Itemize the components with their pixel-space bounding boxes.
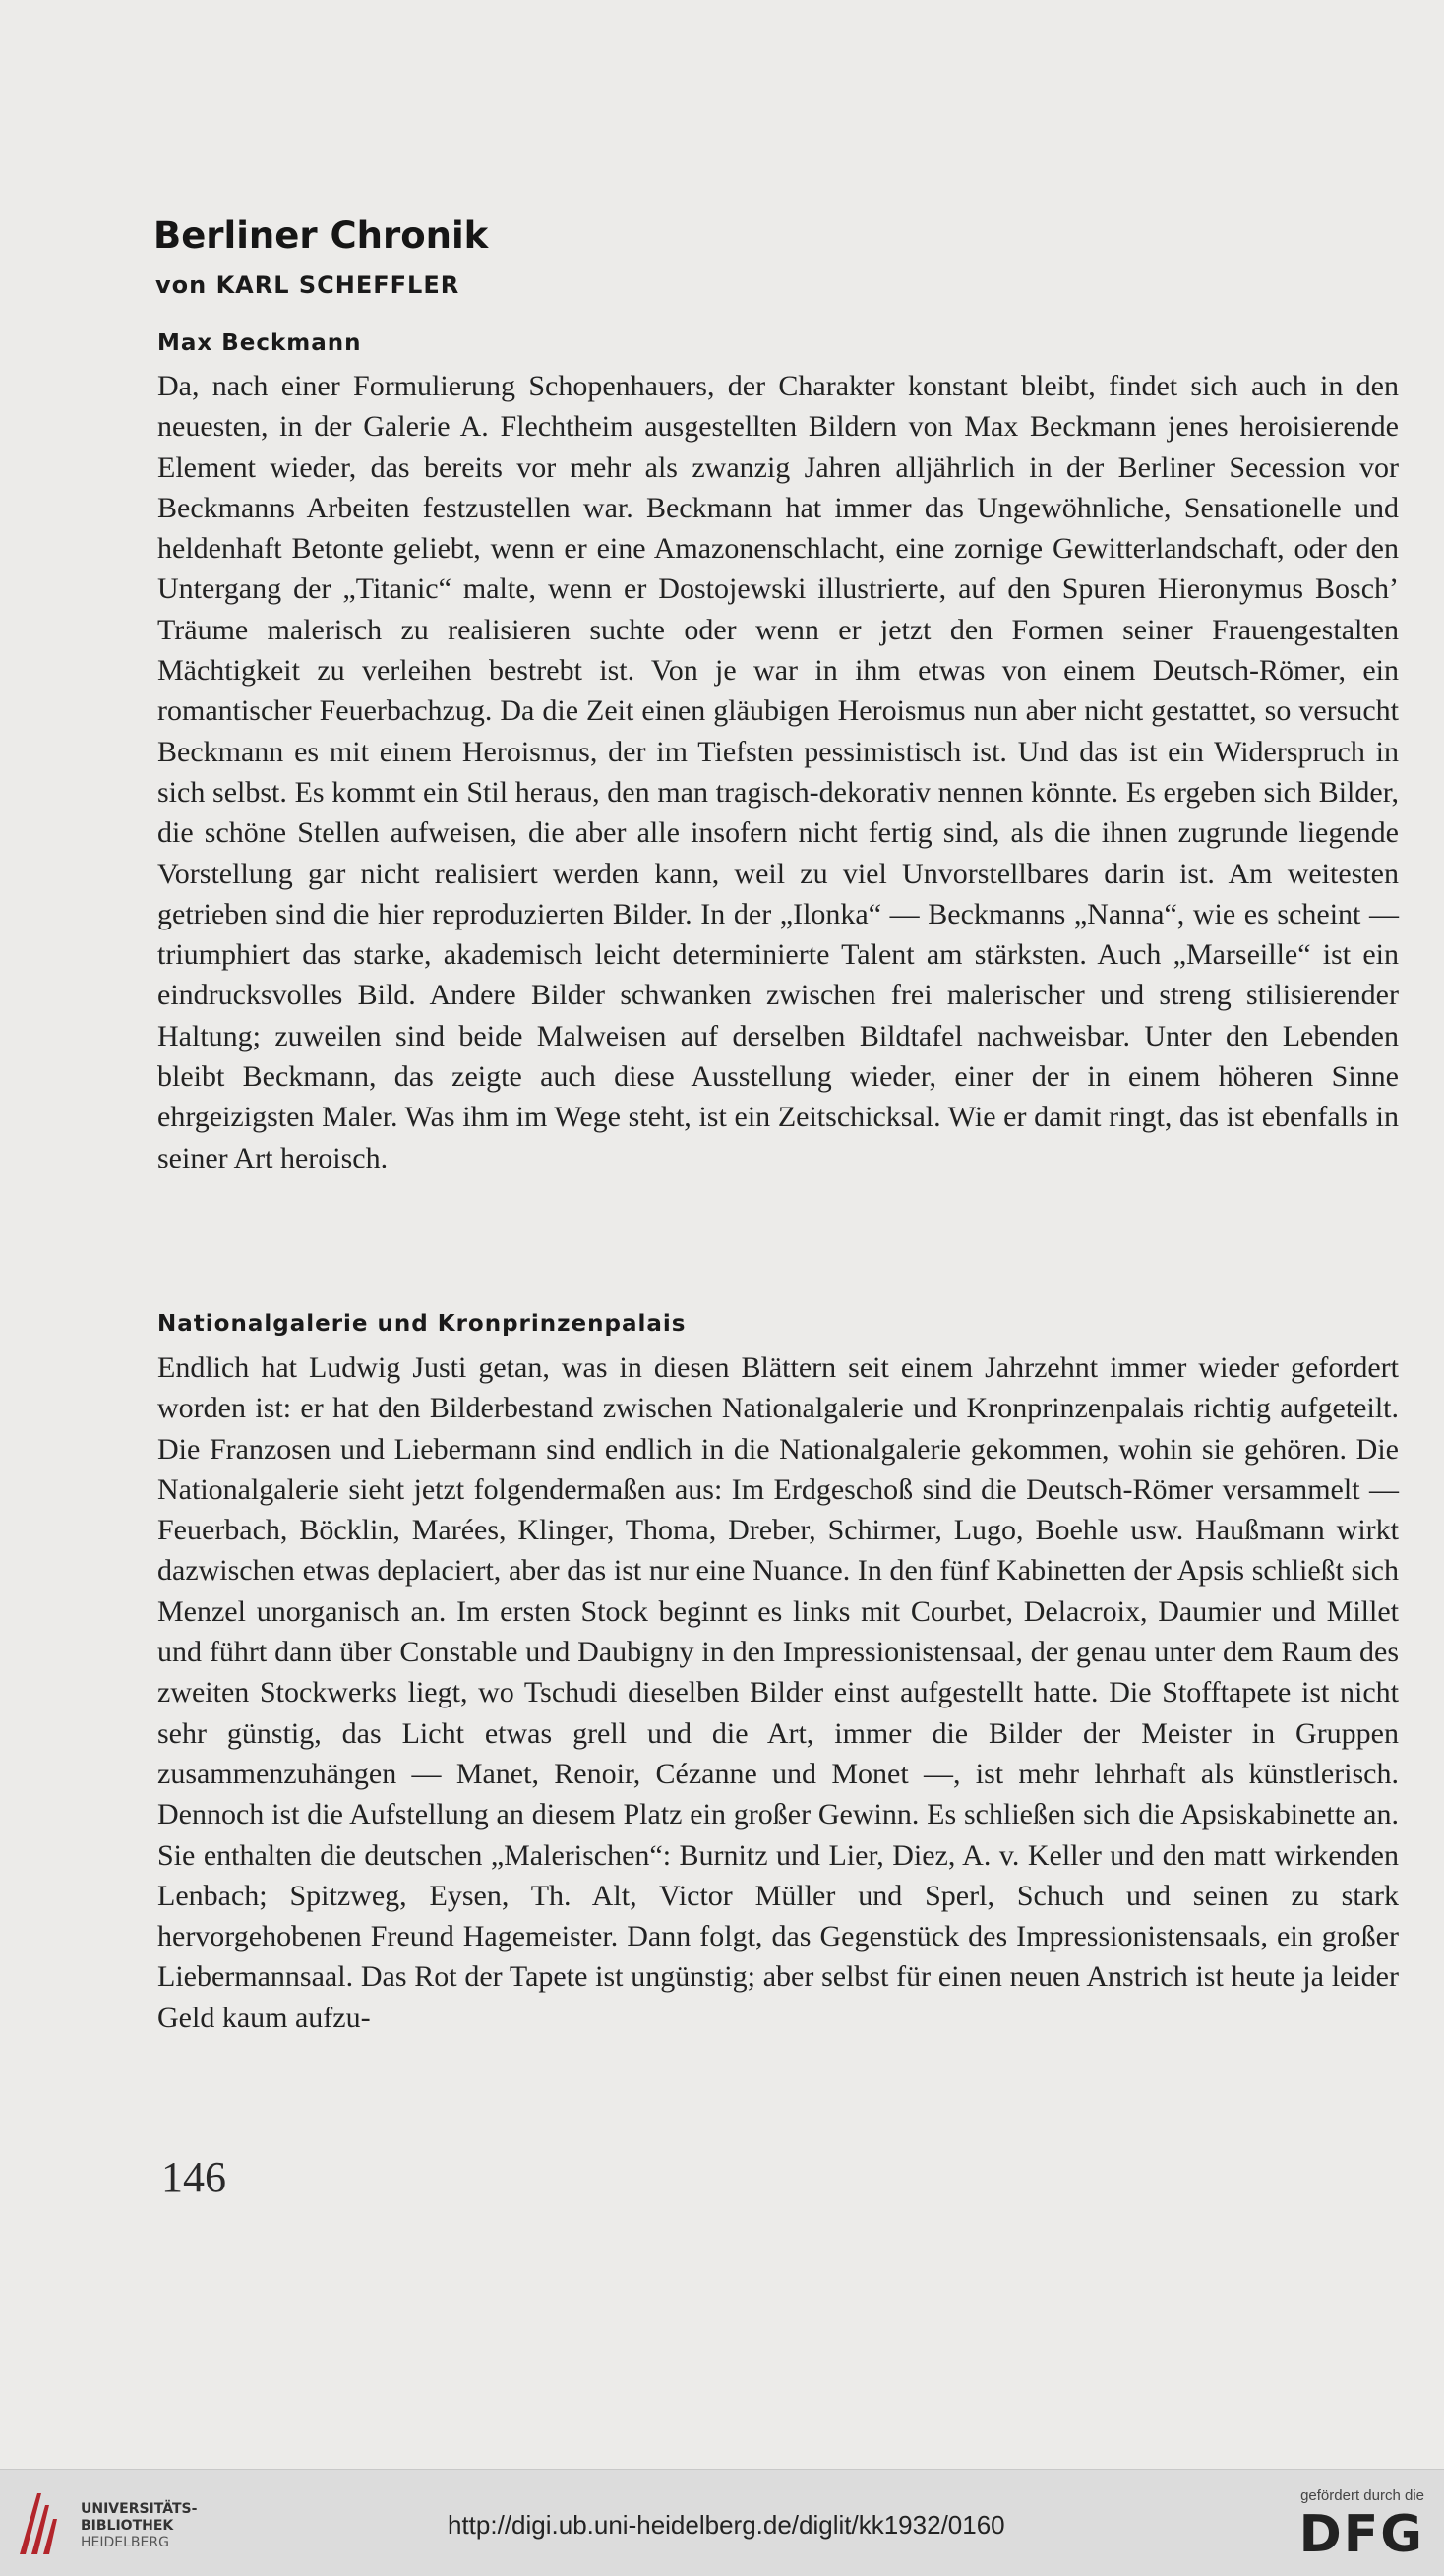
page-number: 146 [161,2153,226,2201]
section-heading-nationalgalerie: Nationalgalerie und Kronprinzenpalais [157,1311,687,1337]
section-text-nationalgalerie: Endlich hat Ludwig Justi getan, was in diesen Blättern seit einem Jahrzehnt immer wieder gefordert worden ist: er hat den Bilderbestand zwischen Nationalgalerie und Kronprinzenpalais richtig aufgeteilt. Die Franzosen und Liebermann sind endlich in die Nationalgalerie gekommen, wohin sie gehören. Die Nationalgalerie sieht jetzt folgendermaßen aus: Im Erdgeschoß sind die Deutsch-Römer versammelt — Feuerbach, Böcklin, Marées, Klinger, Thoma, Dreber, Schirmer, Lugo, Boehle usw. Haußmann wirkt dazwischen etwas deplaciert, aber das ist nur eine Nuance. In den fünf Kabinetten der Apsis schließt sich Menzel unorganisch an. Im ersten Stock beginnt es links mit Courbet, Delacroix, Daumier und Millet und führt dann über Constable und Daubigny in den Impressionistensaal, der genau unter dem Raum des zweiten Stockwerks liegt, wo Tschudi dieselben Bilder einst aufgestellt hatte. Die Stofftapete ist nicht sehr günstig, das Licht etwas grell und die Art, immer die Bilder der Meister in Gruppen zusammenzuhängen — Manet, Renoir, Cézanne und Monet —, ist mehr lehrhaft als künstlerisch. Dennoch ist die Aufstellung an diesem Platz ein großer Gewinn. Es schließen sich die Apsiskabinette an. Sie enthalten die deutschen „Malerischen“: Burnitz und Lier, Diez, A. v. Keller und den matt wirkenden Lenbach; Spitzweg, Eysen, Th. Alt, Victor Müller und Sperl, Schuch und seinen zu stark hervorgehobenen Freund Hagemeister. Dann folgt, das Gegenstück des Impressionistensaals, ein großer Liebermannsaal. Das Rot der Tapete ist ungünstig; aber selbst für einen neuen Anstrich ist heute ja leider Geld kaum aufzu- [157,1351,1399,2034]
article-byline: von KARL SCHEFFLER [155,271,460,299]
permalink-url[interactable]: http://digi.ub.uni-heidelberg.de/diglit/kk1932/0160 [448,2510,1005,2540]
article-title: Berliner Chronik [153,214,489,257]
dfg-logo: DFG [1298,2505,1424,2564]
section-heading-max-beckmann: Max Beckmann [157,330,362,356]
viewer-footer [0,2469,1444,2576]
library-name-line-3: HEIDELBERG [81,2535,169,2550]
section-text-max-beckmann: Da, nach einer Formulierung Schopenhauers, der Charakter konstant bleibt, findet sich auch in den neuesten, in der Galerie A. Flechtheim ausgestellten Bildern von Max Beckmann jenes heroisierende Element wieder, das bereits vor mehr als zwanzig Jahren alljährlich in der Berliner Secession vor Beckmanns Arbeiten festzustellen war. Beckmann hat immer das Ungewöhnliche, Sensationelle und heldenhaft Betonte geliebt, wenn er eine Amazonenschlacht, eine zornige Gewitterlandschaft, oder den Untergang der „Titanic“ malte, wenn er Dostojewski illustrierte, auf den Spuren Hieronymus Bosch’ Träume malerisch zu realisieren suchte oder wenn er jetzt den Formen seiner Frauengestalten Mächtigkeit zu verleihen bestrebt ist. Von je war in ihm etwas von einem Deutsch-Römer, ein romantischer Feuerbachzug. Da die Zeit einen gläubigen Heroismus nun aber nicht gestattet, so versucht Beckmann es mit einem Heroismus, der im Tiefsten pessimistisch ist. Und das ist ein Widerspruch in sich selbst. Es kommt ein Stil heraus, den man tragisch-dekorativ nennen könnte. Es ergeben sich Bilder, die schöne Stellen aufweisen, die aber alle insofern nicht fertig sind, als die ihnen zugrunde liegende Vorstellung gar nicht realisiert werden kann, weil zu viel Unvorstellbares darin ist. Am weitesten getrieben sind die hier reproduzierten Bilder. In der „Ilonka“ — Beckmanns „Nanna“, wie es scheint — triumphiert das starke, akademisch leicht determinierte Talent am stärksten. Auch „Marseille“ ist ein eindrucksvolles Bild. Andere Bilder schwanken zwischen frei malerischer und streng stilisierender Haltung; zuweilen sind beide Malweisen auf derselben Bildtafel nachweisbar. Unter den Lebenden bleibt Beckmann, das zeigte auch diese Ausstellung wieder, einer der in einem höheren Sinne ehrgeizigsten Maler. Was ihm im Wege steht, ist ein Zeitschicksal. Wie er damit ringt, das ist ebenfalls in seiner Art heroisch. [157,370,1399,1174]
library-name-line-2: BIBLIOTHEK [81,2518,174,2534]
library-name [81,2501,197,2551]
university-library-logo-icon [16,2486,61,2560]
funded-by-label: gefördert durch die [1300,2487,1424,2504]
library-name-line-1: UNIVERSITÄTS- [81,2501,198,2517]
